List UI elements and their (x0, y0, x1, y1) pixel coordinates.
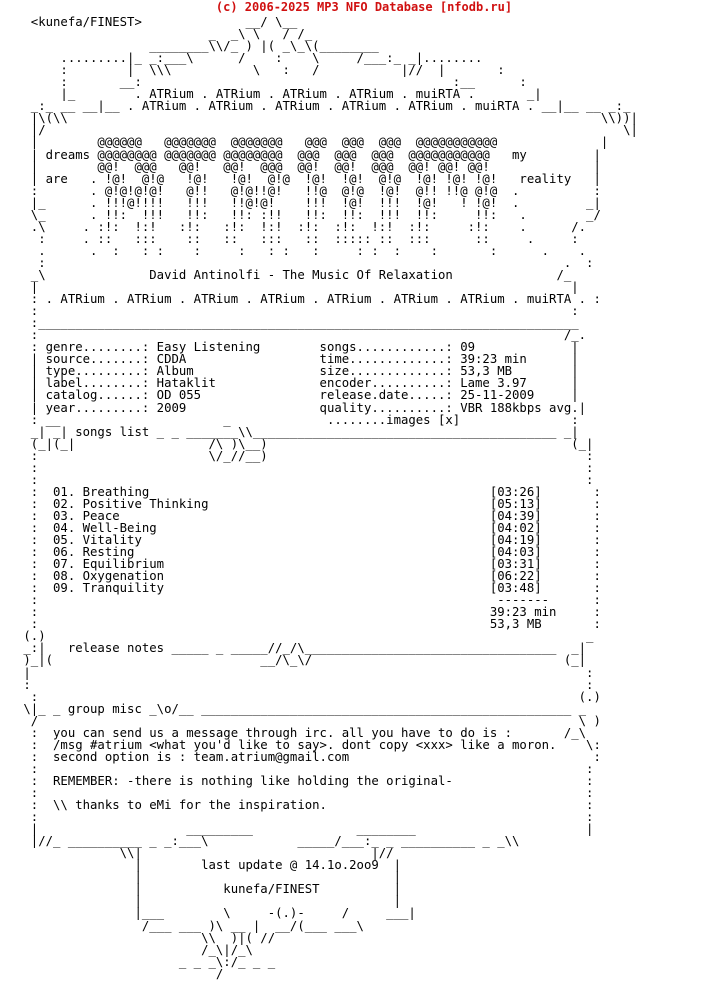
nfo-line: / \ ) (16, 713, 601, 728)
nfo-line: | year.........: 2009 quality..........: VBR 188kbps avg.| (16, 400, 587, 415)
nfo-line: | kunefa/FINEST | (16, 882, 401, 897)
nfo-line: : : (16, 472, 594, 487)
nfo-line: | last update @ 14.1o.2oo9 | (16, 858, 401, 873)
nfo-line: _:_ __ __|__ . ATRium . ATRium . ATRium . ATRium . ATRium . muiRTA . __|__ __ _:_ (16, 99, 631, 114)
nfo-line: : REMEMBER: -there is nothing like holding the original- : (16, 773, 594, 788)
nfo-line: | @@! @@@ @@! @@! @@@ @@! @@! @@@ @@! @@! @@! | (16, 159, 601, 174)
nfo-line: : : (16, 810, 594, 825)
nfo-line: : \\ thanks to eMi for the inspiration. : (16, 798, 594, 813)
nfo-line: : you can send us a message through irc. all you have to do is : /_\ (16, 725, 587, 740)
nfo-line: : 08. Oxygenation [06:22] : (16, 569, 601, 584)
nfo-line: : (.) (16, 689, 601, 704)
nfo-line: |//_ __________ _ _:___\ _____/___:_ _ __________ _ _\\ (16, 834, 520, 849)
nfo-line: : . : (16, 255, 594, 270)
nfo-line: \\ )|( // (16, 930, 276, 945)
nfo-line: :_________________________________________________________________________ (16, 316, 579, 331)
nfo-line: : \/_//__) : (16, 448, 594, 463)
nfo-line: : : (16, 304, 579, 319)
nfo-line: _| _| songs list _ _ _______\\_________________________________________ _| (16, 424, 579, 439)
nfo-line: : . @!@!@!@! @!! @!@!!@! !!@ @!@ !@! @!! !!@ @!@ . : (16, 183, 601, 198)
nfo-line: ________\\/_ ) |( _\_\(________ (16, 39, 379, 54)
nfo-line: : 05. Vitality [04:19] : (16, 533, 601, 548)
nfo-line: / (16, 966, 224, 981)
nfo-line: \_ . !!: !!! !!: !!: :!! !!: !!: !!! !!: !!: . _/ (16, 207, 601, 222)
nfo-line: : genre........: Easy Listening songs............: 09 | (16, 340, 579, 355)
nfo-line: | type.........: Album size.............: 53,3 MB | (16, 364, 579, 379)
nfo-line: | catalog......: OD 055 release.date.....: 25-11-2009 | (16, 388, 579, 403)
nfo-line: _ _\ \ / /_ (16, 27, 313, 42)
nfo-line: . . : : : : : : : : : : : : : . . (16, 243, 587, 258)
nfo-line: | source.......: CDDA time.............: 39:23 min | (16, 352, 579, 367)
nfo-line: : 04. Well-Being [04:02] : (16, 520, 601, 535)
nfo-line: : | \\\ \ : / |// | : (16, 63, 505, 78)
nfo-line: .........|_ _:___\ / : \ /___:_ _|........ (16, 51, 483, 66)
nfo-line: |_ . !!!@!!!! !!! !!@!@! !!! !@! !!! !@! ! !@! . _| (16, 195, 601, 210)
nfo-line: : __ _ ........images [x] : (16, 412, 579, 427)
nfo-line: (_|(_| /\ )\__) (_| (16, 436, 594, 451)
nfo-line: .\ . :!: !:! :!: :!: !:! :!: :!: !:! :!: :!: . /. (16, 219, 587, 234)
nfo-line: | _________ ________ | (16, 822, 594, 837)
nfo-line: _ _ _\:/_ _ _ (16, 954, 276, 969)
nfo-line: | are . !@! @!@ !@! !@! @!@ !@! !@! @!@ !@! !@! !@! reality | (16, 171, 601, 186)
nfo-line: : 53,3 MB : (16, 617, 601, 632)
nfo-line: : __: :__ : (16, 75, 527, 90)
nfo-line: : /msg #atrium <what you'd like to say>. dont copy <xxx> like a moron. \: (16, 737, 601, 752)
nfo-line: _:| release notes _____ _ _____//_/\__________________________________ _| (16, 641, 587, 656)
nfo-line: | label........: Hataklit encoder..........: Lame 3.97 | (16, 376, 579, 391)
nfo-line: : . :: ::: :: :: ::: :: ::::: :: ::: :: . : (16, 231, 579, 246)
nfo-line: : /_. (16, 328, 587, 343)
nfo-line: : 09. Tranquility [03:48] : (16, 581, 601, 596)
nfo-line: : : (16, 786, 594, 800)
nfo-line: /_\|/_\ (16, 942, 253, 957)
nfo-line: | | (16, 870, 401, 885)
nfo-line: | @@@@@@ @@@@@@@ @@@@@@@ @@@ @@@ @@@ @@@@@@@@@@@ | (16, 135, 609, 150)
nfodb-copyright-header: (c) 2006-2025 MP3 NFO Database [nfodb.ru] (215, 0, 513, 14)
nfo-line: | | (16, 280, 579, 295)
nfo-line: : second option is : team.atrium@gmail.com : (16, 749, 601, 764)
nfo-line: |\(\\ \\))| (16, 111, 638, 126)
nfo-line: | | (16, 894, 401, 909)
nfo-line: \|_ _ group misc _\o/__ __________________________________________________ _ (16, 701, 587, 716)
nfo-line: : : (16, 677, 594, 692)
nfo-line: : 02. Positive Thinking [05:13] : (16, 496, 601, 511)
nfo-line: |/ \| (16, 123, 638, 138)
nfo-line: : 01. Breathing [03:26] : (16, 484, 601, 499)
nfo-line: |___ \ -(.)- / ___| (16, 906, 416, 921)
nfo-line: : 39:23 min : (16, 605, 601, 620)
nfo-line: )_|( __/\_\/ (_| (16, 653, 587, 668)
nfo-ascii-art-body (16, 16, 638, 980)
nfo-line: \\| |// (16, 846, 394, 861)
nfo-line: /___ ___ )\ __ | __/(___ ___\ (16, 918, 364, 933)
nfo-line: : ------- : (16, 593, 601, 608)
nfo-line: : : (16, 460, 594, 475)
nfo-line: |_ . ATRium . ATRium . ATRium . ATRium . muiRTA . _| (16, 87, 542, 102)
nfo-line: : 03. Peace [04:39] : (16, 508, 601, 523)
nfo-line: (.) _ (16, 629, 594, 644)
nfo-line: | : (16, 665, 594, 680)
nfo-line: : 06. Resting [04:03] : (16, 545, 601, 560)
nfo-line: | dreams @@@@@@@@ @@@@@@@ @@@@@@@@ @@@ @@@ @@@ @@@@@@@@@@@ my | (16, 147, 601, 162)
nfo-line: : . ATRium . ATRium . ATRium . ATRium . ATRium . ATRium . ATRium . muiRTA . : (16, 292, 601, 307)
nfo-line: <kunefa/FINEST> __/ \__ (16, 15, 298, 29)
nfo-line: : 07. Equilibrium [03:31] : (16, 557, 601, 572)
nfo-line: _\ David Antinolfi - The Music Of Relaxation /_ (16, 267, 572, 282)
nfo-line: : : (16, 761, 594, 776)
